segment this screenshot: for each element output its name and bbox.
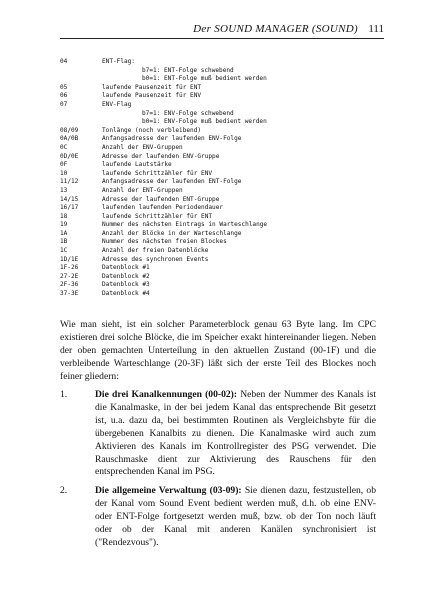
table-cell-description: laufende Pausenzeit für ENV	[102, 92, 202, 100]
table-row	[60, 221, 390, 230]
table-cell-offset: 04	[60, 58, 68, 65]
table-row	[60, 75, 390, 84]
list-item-body	[95, 485, 376, 550]
table-cell-offset: 14/15	[60, 195, 79, 203]
table-cell-offset: 16/17	[60, 204, 79, 212]
table-cell-offset: 11/12	[60, 178, 79, 186]
table-row	[60, 153, 390, 162]
header-title: Der SOUND MANAGER (SOUND)	[193, 23, 358, 35]
table-cell-description: laufende Schrittzähler für ENV	[102, 169, 213, 177]
table-cell-offset: 1B	[60, 238, 68, 246]
table-cell-description: b0=1: ENT-Folge muß bedient werden	[142, 75, 267, 83]
table-cell-offset: 10	[60, 169, 68, 177]
table-row	[60, 273, 390, 282]
table-cell-description: Adresse der laufenden ENV-Gruppe	[102, 152, 220, 160]
table-cell-description: b7=1: ENT-Folge schwebend	[142, 66, 234, 74]
table-cell-offset: 07	[60, 100, 68, 108]
table-row	[60, 127, 390, 136]
table-row	[60, 290, 390, 299]
table-cell-description: laufende Lautstärke	[102, 161, 172, 169]
table-row	[60, 92, 390, 101]
table-cell-description: Adresse der laufenden ENT-Gruppe	[102, 195, 220, 203]
table-cell-offset: 06	[60, 92, 68, 100]
table-row	[60, 281, 390, 290]
table-row	[60, 230, 390, 239]
table-cell-offset: 27-2E	[60, 272, 79, 280]
table-cell-description: Datenblock #2	[102, 272, 150, 280]
table-cell-description: Datenblock #4	[102, 290, 150, 298]
table-cell-description: Anfangsadresse der laufenden ENT-Folge	[102, 178, 242, 186]
table-cell-offset: 2F-36	[60, 281, 79, 289]
table-cell-description: Nummer des nächsten freien Blockes	[102, 238, 227, 246]
table-row	[60, 135, 390, 144]
table-cell-description: Anzahl der Blöcke in der Warteschlange	[102, 229, 242, 237]
list-item-heading: Die allgemeine Verwaltung (03-09):	[95, 485, 242, 496]
page-number: 111	[368, 23, 384, 35]
table-cell-offset: 0C	[60, 143, 68, 151]
table-row	[60, 161, 390, 170]
table-cell-description: laufende Pausenzeit für ENT	[102, 83, 202, 91]
table-cell-description: Anzahl der freien Datenblöcke	[102, 247, 209, 255]
table-cell-offset: 0D/0E	[60, 152, 79, 160]
table-cell-description: b7=1: ENV-Folge schwebend	[142, 109, 234, 117]
table-cell-description: ENT-Flag:	[102, 58, 136, 65]
table-row	[60, 196, 390, 205]
table-cell-description: Anfangsadresse der laufenden ENV-Folge	[102, 135, 242, 143]
table-row	[60, 84, 390, 93]
body-paragraph	[60, 319, 376, 384]
table-cell-description: laufende Schrittzähler für ENT	[102, 212, 213, 220]
table-cell-offset: 1C	[60, 247, 68, 255]
table-cell-description: Anzahl der ENV-Gruppen	[102, 143, 183, 151]
paragraph-text: Wie man sieht, ist ein solcher Parameterblock genau 63 Byte lang. Im CPC existieren drei solche Blöcke, die im Speicher exakt hintereinander liegen. Neben der oben gemachten Unterteilung in den aktuellen Zustand (00-1F) und die verbleibende Warteschlange (20-3F) läßt sich der erste Teil des Blockes noch feiner gliedern:	[60, 319, 376, 382]
table-cell-offset: 08/09	[60, 126, 79, 134]
table-row	[60, 144, 390, 153]
table-row	[60, 187, 390, 196]
table-cell-description: laufenden laufenden Periodendauer	[102, 204, 224, 212]
table-row	[60, 170, 390, 179]
table-cell-description: b0=1: ENV-Folge muß bedient werden	[142, 118, 267, 126]
table-cell-offset: 37-3E	[60, 290, 79, 298]
table-cell-description: Adresse des synchronen Events	[102, 255, 209, 263]
list-item-number: 2.	[60, 485, 68, 496]
table-row	[60, 256, 390, 265]
table-cell-offset: 1D/1E	[60, 255, 79, 263]
table-cell-description: Anzahl der ENT-Gruppen	[102, 186, 183, 194]
list-item-heading: Die drei Kanalkennungen (00-02):	[95, 389, 238, 400]
table-cell-description: Tonlänge (noch verbleibend)	[102, 126, 202, 134]
table-row	[60, 213, 390, 222]
table-cell-offset: 19	[60, 221, 68, 229]
table-row	[60, 204, 390, 213]
list-item-body	[95, 389, 376, 479]
table-cell-description: ENV-Flag	[102, 100, 132, 108]
running-header	[60, 22, 384, 39]
table-cell-description: Datenblock #3	[102, 281, 150, 289]
table-row	[60, 67, 390, 76]
table-row	[60, 118, 390, 127]
table-cell-offset: 0A/0B	[60, 135, 79, 143]
list-item-text: Neben der Nummer des Kanals ist die Kanalmaske, in der bei jedem Kanal das entsprechende Bit gesetzt ist, u.a. dazu da, bei bestimmten Routinen als Vergleichsbyte für die übergebenen Kanalbits zu dienen. Die Kanalmaske wird auch zum Aktivieren des Kanals im Kontrollregister des PSG verwendet. Die Rauschmaske dient zur Aktivierung des Rauschens für den entsprechenden Kanal im PSG.	[95, 389, 376, 478]
parameter-block-table	[60, 58, 390, 299]
table-row	[60, 247, 390, 256]
table-cell-description: Datenblock #1	[102, 264, 150, 272]
list-item-number: 1.	[60, 389, 68, 400]
table-cell-offset: 1A	[60, 229, 68, 237]
table-row	[60, 238, 390, 247]
table-row	[60, 101, 390, 110]
table-cell-description: Nummer des nächsten Eintrags in Warteschlange	[102, 221, 268, 229]
table-row	[60, 58, 390, 67]
table-cell-offset: 18	[60, 212, 68, 220]
table-cell-offset: 1F-26	[60, 264, 79, 272]
table-cell-offset: 0F	[60, 161, 68, 169]
table-row	[60, 264, 390, 273]
list-item-text: Sie dienen dazu, festzustellen, ob der Kanal vom Sound Event bedient werden muß, d.h. ob eine ENV- oder ENT-Folge fortgesetzt werden muß, bzw. ob der Ton noch läuft oder ob der Kanal mit anderen Kanälen synchronisiert ist ("Rendezvous").	[95, 485, 377, 548]
table-cell-offset: 13	[60, 186, 68, 194]
table-cell-offset: 05	[60, 83, 68, 91]
table-row	[60, 178, 390, 187]
table-row	[60, 110, 390, 119]
